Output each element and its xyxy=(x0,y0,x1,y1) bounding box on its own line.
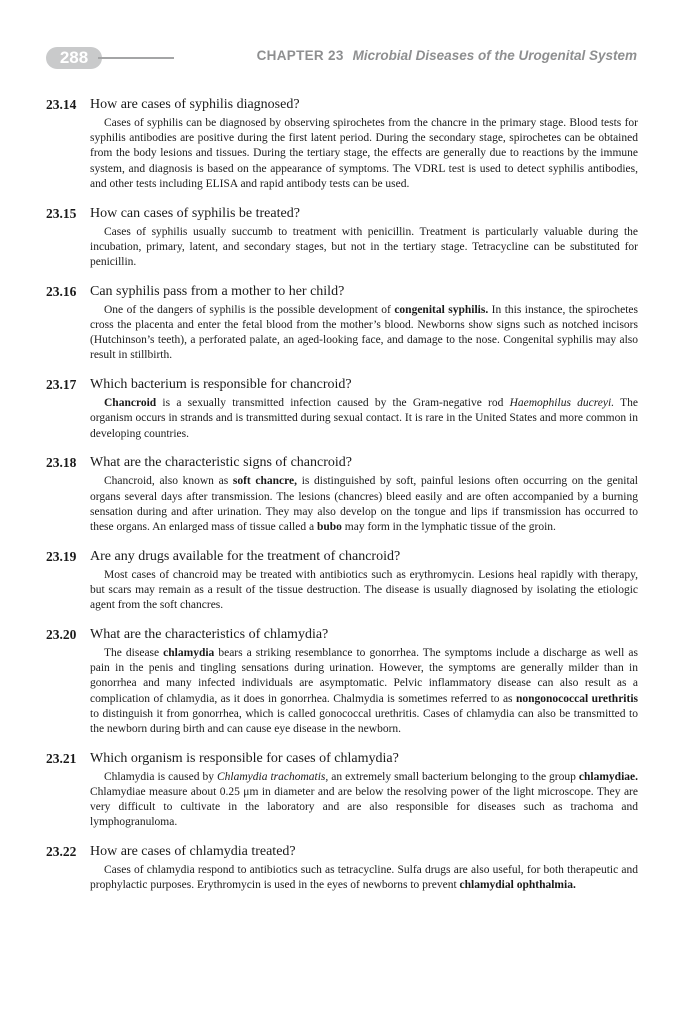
qa-item xyxy=(46,750,638,831)
question xyxy=(46,376,638,394)
answer xyxy=(46,225,638,271)
key-term: bubo xyxy=(316,521,342,534)
qa-item xyxy=(46,205,638,271)
answer-text-part: The disease xyxy=(104,647,164,660)
question xyxy=(46,750,638,768)
key-term: chlamydiae. xyxy=(578,770,639,783)
question xyxy=(46,205,638,223)
question xyxy=(46,454,638,472)
answer-text xyxy=(90,646,638,737)
answer xyxy=(46,568,638,614)
question xyxy=(46,843,638,861)
answer xyxy=(46,770,638,831)
question-text: Are any drugs available for the treatment of chancroid? xyxy=(90,548,401,564)
page-number-badge: 288 xyxy=(46,47,102,69)
answer-text-part: The organism occurs in strands and is transmitted during sexual contact. It is rare in the United States and more common in developing countries. xyxy=(90,397,638,440)
answer xyxy=(46,474,638,535)
answer-text: Cases of syphilis can be diagnosed by observing spirochetes from the chancre in the primary stage. Blood tests for syphilis antibodies are positive during the first latent period. During the secondary stage, spirochetes can be obtained from the body lesions and tissues. During the tertiary stage, the effects are generally due to reactions by the immune system, and diagnosis is based on the appearance of symptoms. The VDRL test is used to detect syphilis antibodies, and other tests including ELISA and rapid antibody tests can be used. xyxy=(90,117,638,190)
question-text: What are the characteristics of chlamydia? xyxy=(90,627,329,643)
question-number: 23.18 xyxy=(46,455,77,471)
answer xyxy=(46,116,638,192)
qa-item xyxy=(46,548,638,614)
key-term: Chancroid xyxy=(104,397,157,410)
qa-item xyxy=(46,96,638,192)
answer-text-part: an extremely small bacterium belonging to the group xyxy=(328,770,579,783)
answer-text xyxy=(90,396,638,442)
key-term: chlamydia xyxy=(163,647,215,660)
answer-text-part: Chancroid, also known as xyxy=(104,475,233,488)
organism-name: Chlamydia trachomatis, xyxy=(216,770,329,783)
qa-item xyxy=(46,283,638,364)
question-text: How are cases of chlamydia treated? xyxy=(90,844,296,860)
answer-text xyxy=(90,474,638,535)
answer xyxy=(46,646,638,737)
answer-text-part: Cases of chlamydia respond to antibiotics such as tetracycline. Sulfa drugs are also useful, for both therapeutic and prophylactic purposes. Erythromycin is used in the eyes of newborns to prevent xyxy=(90,864,638,892)
header-rule xyxy=(98,57,174,59)
question-number: 23.16 xyxy=(46,283,77,299)
answer-text xyxy=(90,863,638,893)
answer-text-part: to distinguish it from gonorrhea, which is called gonococcal urethritis. Cases of chlamydia can also be transmitted to the newborn during birth and can cause eye disease in the newborn. xyxy=(90,707,638,736)
chapter-label: CHAPTER 23 xyxy=(256,48,344,63)
question-number: 23.14 xyxy=(46,97,77,112)
question xyxy=(46,96,638,114)
question-text: How are cases of syphilis diagnosed? xyxy=(90,97,300,112)
question xyxy=(46,283,638,301)
question-number: 23.21 xyxy=(46,750,77,766)
qa-item xyxy=(46,376,638,442)
answer xyxy=(46,396,638,442)
answer xyxy=(46,863,638,893)
question-text: How can cases of syphilis be treated? xyxy=(90,205,300,221)
answer-text-part: Chlamydiae measure about 0.25 μm in diameter and are below the resolving power of the light microscope. They are very difficult to cultivate in the laboratory and are also responsible for diseases such as trachoma and lymphogranuloma. xyxy=(90,786,638,829)
answer-text-part: In this instance, the spirochetes cross the placenta and enter the fetal blood from the mother’s blood. Newborns show signs such as notched incisors (Hutchinson’s teeth), a perforated palate, an aged-looking face, and damage to the nose. Congenital syphilis may also result in stillbirth. xyxy=(90,303,639,362)
answer-text: Cases of syphilis usually succumb to treatment with penicillin. Treatment is particularly valuable during the incubation, primary, latent, and secondary stages, but not in the tertiary stage. Tetracycline can be substituted for penicillin. xyxy=(90,225,638,269)
qa-item xyxy=(46,454,638,535)
question-text: Which bacterium is responsible for chancroid? xyxy=(90,377,352,393)
page-header xyxy=(0,44,683,72)
running-head xyxy=(257,48,637,63)
answer xyxy=(46,303,638,364)
answer-text xyxy=(90,770,638,831)
qa-item xyxy=(46,843,638,893)
answer-text-part: is distinguished by soft, painful lesions often occurring on the genital organs several days after transmission. The lesions (chancres) bleed easily and are often accompanied by a burning sensation during and after urination. They may also develop on the tongue and lips if transmission has occurred to these organs. An enlarged mass of tissue called a xyxy=(90,475,638,534)
question-text: Can syphilis pass from a mother to her child? xyxy=(90,283,345,299)
answer-text-part: is a sexually transmitted infection caused by the Gram-negative rod xyxy=(156,397,510,410)
answer-text-part: may form in the lymphatic tissue of the groin. xyxy=(341,521,556,534)
answer-text: Most cases of chancroid may be treated with antibiotics such as erythromycin. Lesions heal rapidly with therapy, but scars may remain as a result of the tissue destruction. The disease is usually diagnosed by isolating the etiologic agent from the soft chancres. xyxy=(90,568,638,612)
question-text: What are the characteristic signs of chancroid? xyxy=(90,455,352,471)
answer-text-part: Chlamydia is caused by xyxy=(104,770,217,783)
question-number: 23.17 xyxy=(46,377,77,393)
key-term: nongonococcal urethritis xyxy=(515,692,639,705)
page-body xyxy=(46,96,638,906)
question-number: 23.20 xyxy=(46,627,77,643)
qa-item xyxy=(46,626,638,737)
key-term: congenital syphilis. xyxy=(394,303,489,316)
question xyxy=(46,548,638,566)
answer-text xyxy=(90,303,638,364)
answer-text-part: One of the dangers of syphilis is the possible development of xyxy=(104,303,395,316)
organism-name: Haemophilus ducreyi. xyxy=(509,397,615,410)
chapter-title: Microbial Diseases of the Urogenital System xyxy=(352,48,637,63)
question-number: 23.22 xyxy=(46,844,77,860)
key-term: chlamydial ophthalmia. xyxy=(459,879,576,892)
question-number: 23.19 xyxy=(46,548,77,564)
answer-text-part: bears a striking resemblance to gonorrhea. The symptoms include a discharge as well as pain in the penis and tingling sensations during urination. However, the symptoms are generally milder than in gonorrhea and many infected individuals are asymptomatic. Pelvic inflammatory disease can also result as a complication of chlamydia, as it does in gonorrhea. Chalmydia is sometimes referred to as xyxy=(90,647,638,705)
key-term: soft chancre, xyxy=(232,475,298,488)
question-number: 23.15 xyxy=(46,205,77,221)
question-text: Which organism is responsible for cases of chlamydia? xyxy=(90,750,399,766)
question xyxy=(46,626,638,644)
